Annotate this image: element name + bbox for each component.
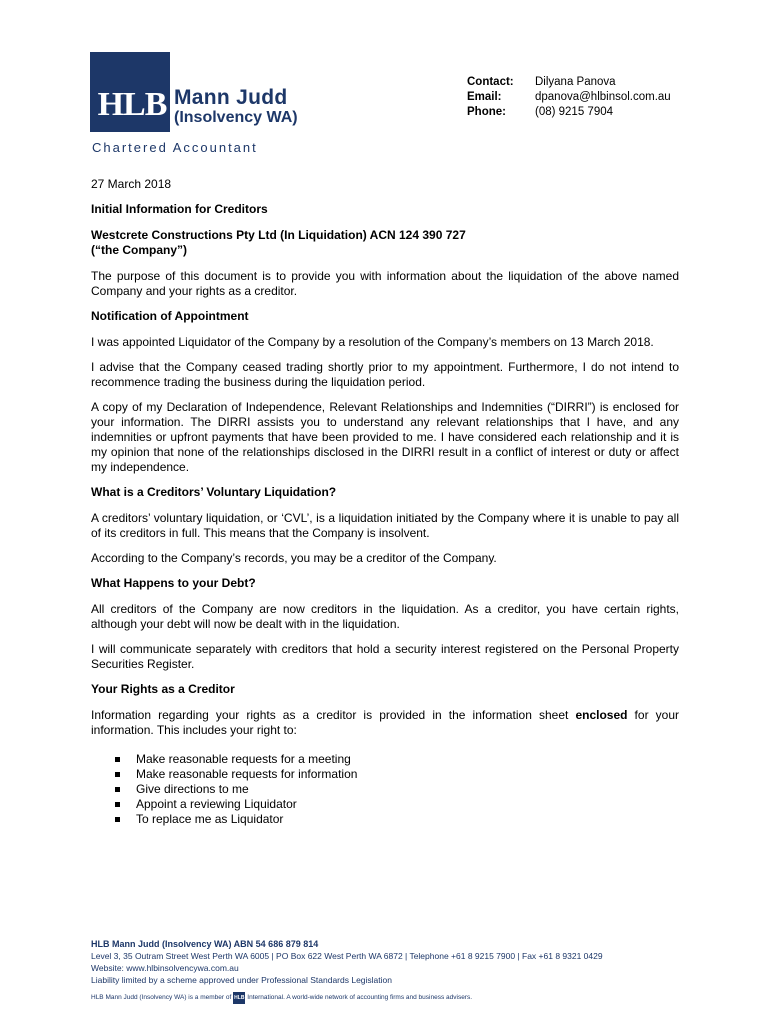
list-item: Appoint a reviewing Liquidator xyxy=(115,797,679,812)
contact-label: Contact: xyxy=(467,76,514,88)
logo-subtitle: Chartered Accountant xyxy=(92,140,258,155)
contact-block xyxy=(467,75,671,120)
list-item: Make reasonable requests for a meeting xyxy=(115,752,679,767)
list-item: Give directions to me xyxy=(115,782,679,797)
rights-list xyxy=(91,752,679,827)
email-label: Email: xyxy=(467,91,502,103)
paragraph: All creditors of the Company are now creditors in the liquidation. As a creditor, you have certain rights, although your debt will now be dealt with in the liquidation. xyxy=(91,602,679,631)
list-item: To replace me as Liquidator xyxy=(115,812,679,827)
email-value: dpanova@hlbinsol.com.au xyxy=(535,91,671,103)
phone-label: Phone: xyxy=(467,106,506,118)
paragraph: A creditors’ voluntary liquidation, or ‘CVL’, is a liquidation initiated by the Company where it is unable to pay all of its creditors in full. This means that the Company is insolvent. xyxy=(91,511,679,540)
rights-intro-text: Information regarding your rights as a creditor is provided in the information sheet xyxy=(91,708,576,722)
footer-address: Level 3, 35 Outram Street West Perth WA 6005 | PO Box 622 West Perth WA 6872 | Telephone +61 8 9215 7900 | Fax +61 8 9321 0429 xyxy=(91,951,603,961)
logo-mark-text: HLB xyxy=(97,86,167,123)
company-alias: (“the Company”) xyxy=(91,243,187,257)
footer-firm-name: HLB Mann Judd (Insolvency WA) ABN 54 686 879 814 xyxy=(91,939,319,949)
phone-value: (08) 9215 7904 xyxy=(535,106,614,118)
footer-membership xyxy=(91,992,691,1004)
phone-row xyxy=(467,105,671,120)
letter-date: 27 March 2018 xyxy=(91,177,172,191)
email-row xyxy=(467,90,671,105)
section-heading: What Happens to your Debt? xyxy=(91,576,256,590)
rights-intro-emphasis: enclosed xyxy=(575,708,628,722)
company-name: Westcrete Constructions Pty Ltd (In Liquidation) ACN 124 390 727 xyxy=(91,228,466,242)
paragraph: A copy of my Declaration of Independence, Relevant Relationships and Indemnities (“DIRRI”) is enclosed for your information. The DIRRI assists you to understand any relevant relationships that I have, and any indemnities or upfront payments that have been provided to me. I have considered each relationship and it is my opinion that none of the relationships disclosed in the DIRRI result in a conflict of interest or duty or affect my independence. xyxy=(91,400,679,474)
membership-text: HLB Mann Judd (Insolvency WA) is a member of xyxy=(91,994,232,1001)
list-item: Make reasonable requests for information xyxy=(115,767,679,782)
rights-intro-text-end: for your information. This includes your right to: xyxy=(91,708,680,737)
paragraph: According to the Company’s records, you may be a creditor of the Company. xyxy=(91,551,497,565)
rights-intro xyxy=(91,708,679,738)
section-heading: What is a Creditors’ Voluntary Liquidation? xyxy=(91,485,337,499)
contact-row xyxy=(467,75,671,90)
logo-name: Mann Judd xyxy=(174,86,288,109)
paragraph: I was appointed Liquidator of the Company by a resolution of the Company’s members on 13 March 2018. xyxy=(91,335,654,349)
hlb-mini-logo: HLB xyxy=(233,992,245,1004)
page-footer xyxy=(91,938,691,1004)
letter-title: Initial Information for Creditors xyxy=(91,202,268,216)
letter-body xyxy=(91,177,679,827)
rights-heading: Your Rights as a Creditor xyxy=(91,682,235,696)
logo-division: (Insolvency WA) xyxy=(174,109,298,126)
contact-value: Dilyana Panova xyxy=(535,76,616,88)
footer-liability: Liability limited by a scheme approved under Professional Standards Legislation xyxy=(91,975,392,985)
hlb-logo-mark xyxy=(90,52,170,132)
intro-paragraph: The purpose of this document is to provide you with information about the liquidation of the above named Company and your rights as a creditor. xyxy=(91,269,679,298)
section-heading: Notification of Appointment xyxy=(91,309,249,323)
membership-text-end: International. A world-wide network of accounting firms and business advisers. xyxy=(247,994,473,1001)
paragraph: I will communicate separately with creditors that hold a security interest registered on the Personal Property Securities Register. xyxy=(91,642,679,671)
paragraph: I advise that the Company ceased trading shortly prior to my appointment. Furthermore, I do not intend to recommence trading the business during the liquidation period. xyxy=(91,360,679,389)
footer-website: Website: www.hlbinsolvencywa.com.au xyxy=(91,963,239,973)
